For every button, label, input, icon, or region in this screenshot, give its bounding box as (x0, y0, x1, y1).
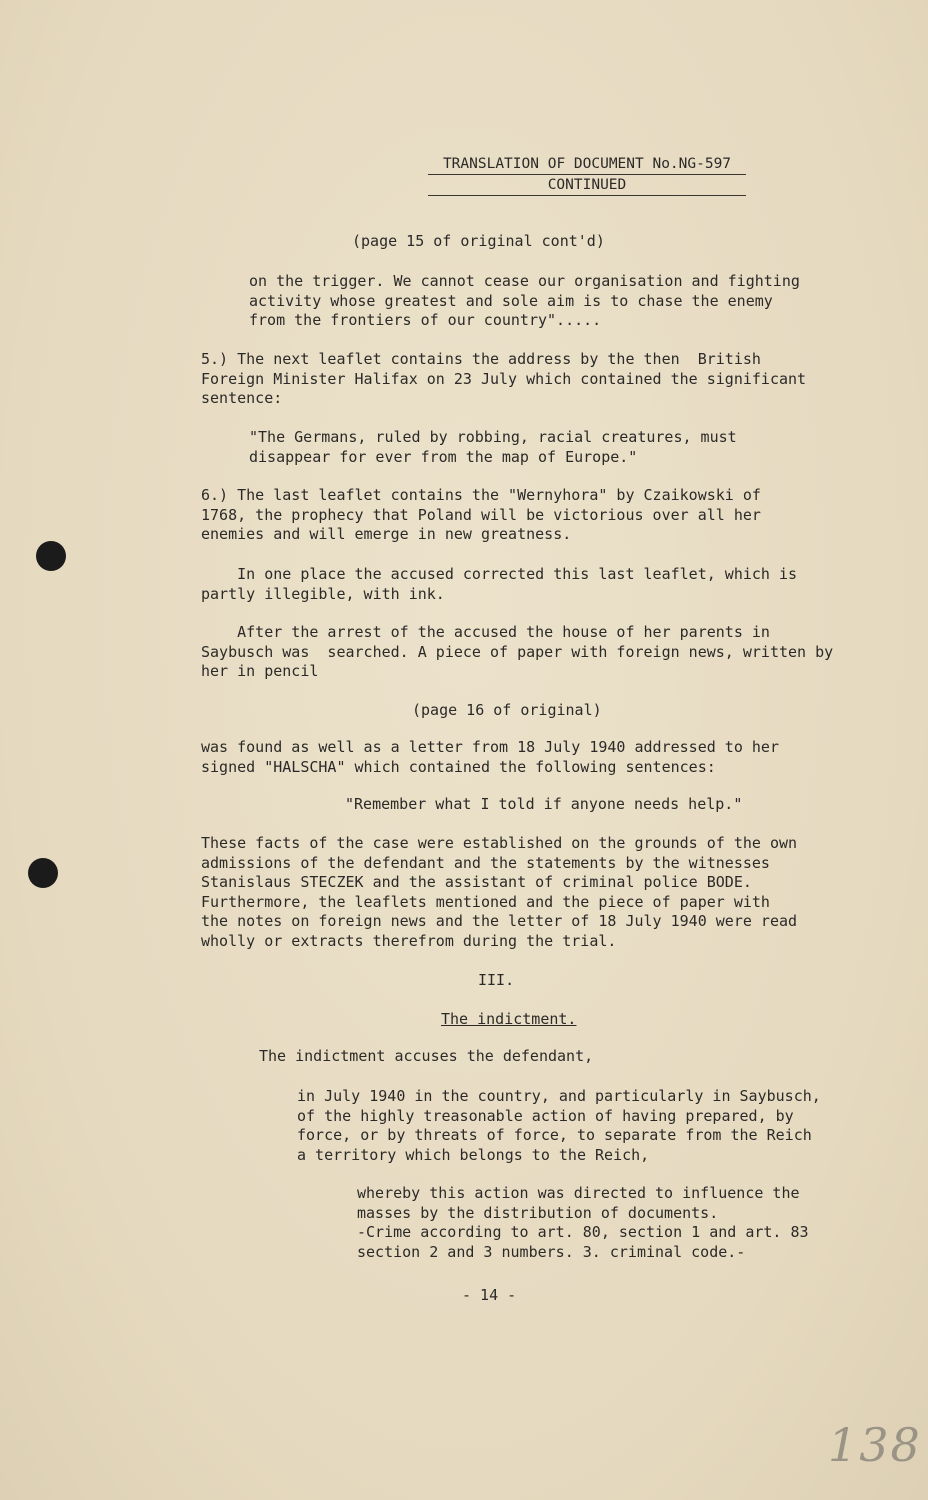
section-number: III. (478, 971, 515, 989)
punch-hole-bottom (28, 858, 58, 888)
handwritten-page-number: 138 (828, 1418, 922, 1472)
paragraph-arrest: After the arrest of the accused the house of her parents in Saybusch was searched. A piece of paper with foreign news, written by her in pencil (201, 623, 834, 680)
section-title: The indictment. (441, 1010, 577, 1028)
paragraph-5: 5.) The next leaflet contains the address by the then British Foreign Minister Halifax on 23 July which contained the significant sentence: (201, 350, 807, 407)
document-header (428, 154, 746, 196)
paragraph-found: was found as well as a letter from 18 July 1940 addressed to her signed "HALSCHA" which contained the following sentences: (201, 738, 779, 776)
paragraph-indictment-body: in July 1940 in the country, and particularly in Saybusch, of the highly treasonable action of having prepared, by force, or by threats of force, to separate from the Reich a territory which belongs to the Reich, (297, 1087, 821, 1164)
punch-hole-top (36, 541, 66, 571)
page-number: - 14 - (462, 1286, 517, 1304)
paragraph-trigger: on the trigger. We cannot cease our organisation and fighting activity whose greatest and sole aim is to chase the enemy from the frontiers of our country"..... (249, 272, 800, 329)
paragraph-facts: These facts of the case were established on the grounds of the own admissions of the defendant and the statements by the witnesses Stanislaus STECZEK and the assistant of criminal police BODE. Furthermore, the leaflets mentioned and the piece of paper with the notes on foreign news and the letter of 18 July 1940 were read wholly or extracts therefrom during the trial. (201, 834, 798, 950)
header-continued: CONTINUED (428, 175, 746, 196)
page16-marker: (page 16 of original) (412, 701, 602, 719)
quote-remember: "Remember what I told if anyone needs help." (345, 795, 743, 813)
page15-marker: (page 15 of original cont'd) (352, 232, 605, 250)
header-title: TRANSLATION OF DOCUMENT No.NG-597 (428, 154, 746, 175)
paragraph-6: 6.) The last leaflet contains the "Wernyhora" by Czaikowski of 1768, the prophecy that Poland will be victorious over all her enemies and will emerge in new greatness. (201, 486, 761, 543)
paragraph-indictment-intro: The indictment accuses the defendant, (259, 1047, 594, 1065)
paragraph-whereby: whereby this action was directed to influence the masses by the distribution of documents. -Crime according to art. 80, section 1 and art. 83 section 2 and 3 numbers. 3. criminal code.- (357, 1184, 809, 1261)
quote-halifax: "The Germans, ruled by robbing, racial creatures, must disappear for ever from the map of Europe." (249, 428, 737, 466)
paragraph-corrected: In one place the accused corrected this last leaflet, which is partly illegible, with ink. (201, 565, 798, 603)
